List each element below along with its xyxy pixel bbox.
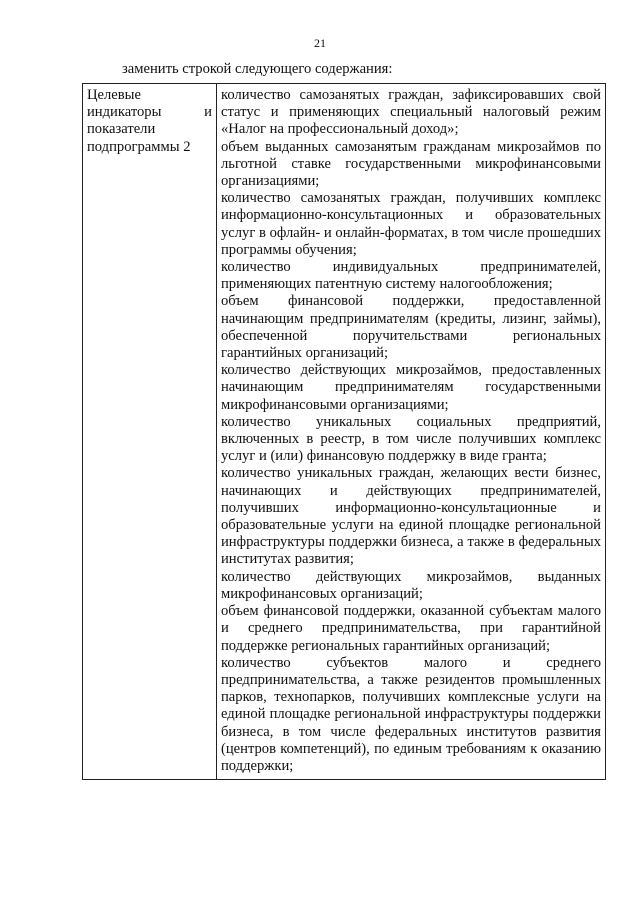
indicator-item: количество индивидуальных предпринимателей, применяющих патентную систему налогообложения;	[221, 259, 601, 293]
label-line: Целевые	[87, 87, 141, 103]
indicator-item: количество уникальных граждан, желающих вести бизнес, начинающих и действующих предпринимателей, получивших информационно-консультационные и образовательные услуги на единой площадке региональной инфраструктуры поддержки бизнеса, а также в федеральных институтах развития;	[221, 465, 601, 568]
indicator-item: количество самозанятых граждан, получивших комплекс информационно-консультационных и образовательных услуг в офлайн- и онлайн-форматах, в том числе прошедших программы обучения;	[221, 190, 601, 258]
page-number: 21	[314, 36, 326, 50]
indicator-item: объем финансовой поддержки, оказанной субъектам малого и среднего предпринимательства, при гарантийной поддержке региональных гарантийных организаций;	[221, 603, 601, 654]
indicators-table	[82, 83, 606, 780]
indicators-label-cell	[83, 84, 217, 780]
label-line: индикаторы и	[87, 104, 212, 121]
indicators-list-cell	[217, 84, 606, 780]
indicator-item: количество самозанятых граждан, зафиксировавших свой статус и применяющих специальный налоговый режим «Налог на профессиональный доход»;	[221, 87, 601, 138]
indicator-item: количество действующих микрозаймов, предоставленных начинающим предпринимателям государственными микрофинансовыми организациями;	[221, 362, 601, 413]
indicator-item: количество уникальных социальных предприятий, включенных в реестр, в том числе получивших комплекс услуг и (или) финансовую поддержку в виде гранта;	[221, 413, 601, 465]
indicator-item: количество субъектов малого и среднего предпринимательства, а также резидентов промышленных парков, технопарков, получивших комплексные услуги на единой площадке региональной инфраструктуры поддержки бизнеса, в том числе федеральных институтов развития (центров компетенций), по единым требованиям к оказанию поддержки;	[221, 654, 601, 774]
indicator-item: объем выданных самозанятым гражданам микрозаймов по льготной ставке государственными микрофинансовыми организациями;	[221, 138, 601, 190]
label-line: показатели	[87, 121, 156, 138]
intro-text: заменить строкой следующего содержания:	[122, 61, 393, 77]
indicator-item: количество действующих микрозаймов, выданных микрофинансовых организаций;	[221, 568, 601, 602]
indicator-item: объем финансовой поддержки, предоставленной начинающим предпринимателям (кредиты, лизинг, займы), обеспеченной поручительствами региональных гарантийных организаций;	[221, 293, 601, 362]
label-line: подпрограммы 2	[87, 138, 191, 155]
table-row	[83, 84, 606, 780]
